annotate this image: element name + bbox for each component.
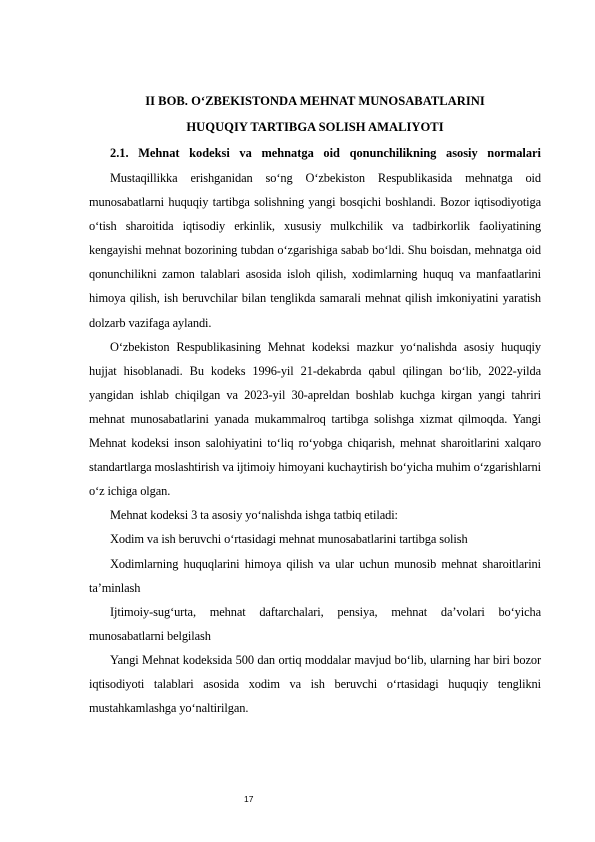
chapter-title-line-2: HUQUQIY TARTIBGA SOLISH AMALIYOTI: [186, 120, 444, 134]
paragraph: Xodim va ish beruvchi o‘rtasidagi mehnat munosabatlarini tartibga solish: [110, 532, 468, 547]
section-heading: [89, 141, 541, 165]
body-text: [89, 166, 541, 720]
paragraph: Xodimlarning huquqlarini himoya qilish va ular uchun munosib mehnat sharoitlarini ta’minlash: [89, 556, 541, 595]
chapter-title-line-1: II BOB. O‘ZBEKISTONDA MEHNAT MUNOSABATLARINI: [145, 94, 485, 108]
section-heading-text: 2.1. Mehnat kodeksi va mehnatga oid qonunchilikning asosiy normalari: [110, 146, 541, 160]
paragraph: Ijtimoiy-sug‘urta, mehnat daftarchalari, pensiya, mehnat da’volari bo‘yicha munosabatlarni belgilash: [89, 604, 541, 643]
paragraph: Mustaqillikka erishganidan so‘ng O‘zbekiston Respublikasida mehnatga oid munosabatlarni huquqiy tartibga solishning yangi bosqichi boshlandi. Bozor iqtisodiyotiga o‘tish sharoitida iqtisodiy erkinlik, xususiy mulkchilik va tadbirkorlik faoliyatining kengayishi mehnat bozorining tubdan o‘zgarishiga sabab bo‘ldi. Shu boisdan, mehnatga oid qonunchilikni zamon talablari asosida isloh qilish, xodimlarning huquq va manfaatlarini himoya qilish, ish beruvchilar bilan tenglikda samarali mehnat qilish imkoniyatini yaratish dolzarb vazifaga aylandi.: [89, 171, 541, 330]
chapter-title: [89, 88, 541, 140]
paragraph: Yangi Mehnat kodeksida 500 dan ortiq moddalar mavjud bo‘lib, ularning har biri bozor iqtisodiyoti talablari asosida xodim va ish beruvchi o‘rtasidagi huquqiy tenglikni mustahkamlashga yo‘naltirilgan.: [89, 652, 541, 716]
page-number: 17: [244, 794, 254, 804]
paragraph: O‘zbekiston Respublikasining Mehnat kodeksi mazkur yo‘nalishda asosiy huquqiy hujjat hisoblanadi. Bu kodeks 1996-yil 21-dekabrda qabul qilingan bo‘lib, 2022-yilda yangidan ishlab chiqilgan va 2023-yil 30-apreldan boshlab kuchga kirgan yangi tahriri mehnat munosabatlarini yanada mukammalroq tartibga solishga xizmat qilmoqda. Yangi Mehnat kodeksi inson salohiyatini to‘liq ro‘yobga chiqarish, mehnat sharoitlarini xalqaro standartlarga moslashtirish va ijtimoiy himoyani kuchaytirish bo‘yicha muhim o‘zgarishlarni o‘z ichiga olgan.: [89, 339, 541, 499]
paragraph: Mehnat kodeksi 3 ta asosiy yo‘nalishda ishga tatbiq etiladi:: [110, 508, 398, 523]
